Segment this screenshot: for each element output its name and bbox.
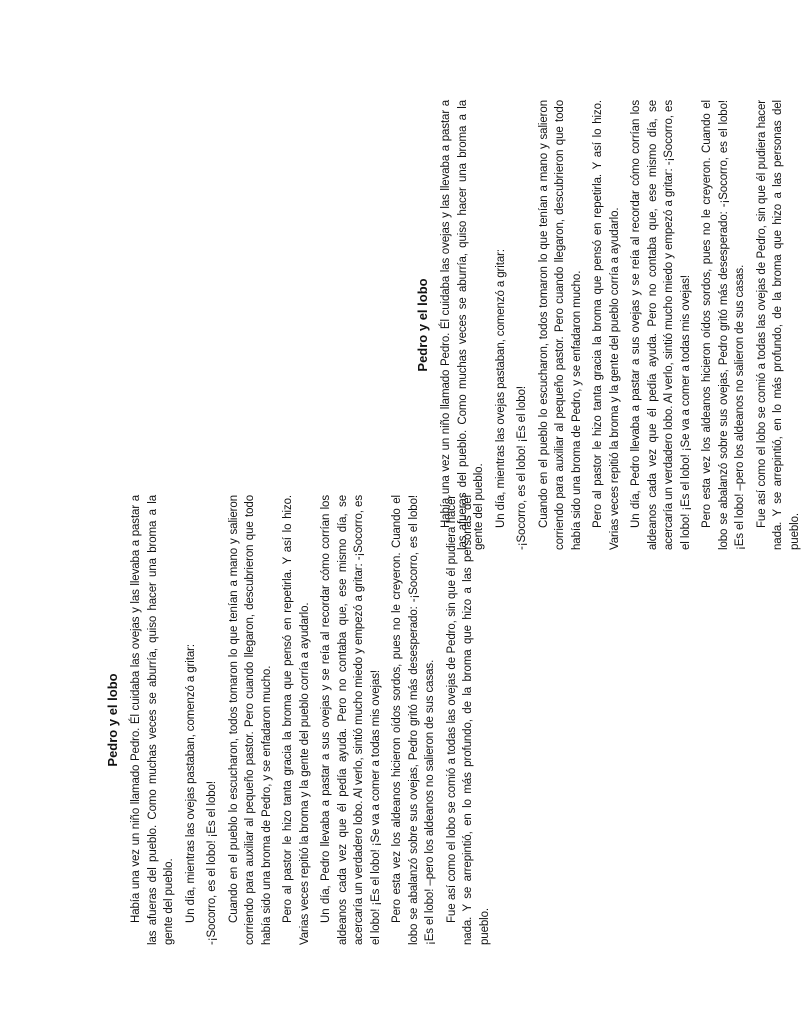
story-copy-right bbox=[415, 100, 801, 550]
story-paragraph-5: Pero al pastor le hizo tanta gracia la broma que pensó en repetirla. Y así lo hizo. Varias veces repitió la broma y la gente del pueblo corría a ayudarlo. bbox=[282, 495, 311, 945]
story-copy-right-wrap bbox=[415, 100, 801, 550]
story-paragraph-5: Pero al pastor le hizo tanta gracia la broma que pensó en repetirla. Y así lo hizo. Varias veces repitió la broma y la gente del pueblo corría a ayudarlo. bbox=[592, 100, 621, 550]
story-title: Pedro y el lobo bbox=[105, 673, 120, 767]
story-paragraph-3: -¡Socorro, es el lobo! ¡Es el lobo! bbox=[206, 781, 218, 945]
story-paragraph-1: Había una vez un niño llamado Pedro. Él cuidaba las ovejas y las llevaba a pastar a las afueras del pueblo. Como muchas veces se aburría, quiso hacer una broma a la gente del pueblo. bbox=[440, 100, 485, 550]
story-paragraph-4: Cuando en el pueblo lo escucharon, todos tomaron lo que tenían a mano y salieron corriendo para auxiliar al pequeño pastor. Pero cuando llegaron, descubrieron que todo había sido una broma de Pedro, y se enfadaron mucho. bbox=[227, 495, 273, 945]
story-paragraph-7: Pero esta vez los aldeanos hicieron oídos sordos, pues no le creyeron. Cuando el lobo se abalanzó sobre sus ovejas, Pedro gritó más desesperado: -¡Socorro, es el lobo! ¡Es el lobo! –pero los aldeanos no salieron de sus casas. bbox=[391, 495, 436, 945]
story-paragraph-2: Un día, mientras las ovejas pastaban, comenzó a gritar: bbox=[494, 249, 507, 528]
story-paragraph-8: Fue así como el lobo se comió a todas las ovejas de Pedro, sin que él pudiera hacer nada. Y se arrepintió, en lo más profundo, de la broma que hizo a las personas del pueblo. bbox=[445, 495, 491, 945]
story-paragraph-4: Cuando en el pueblo lo escucharon, todos tomaron lo que tenían a mano y salieron corriendo para auxiliar al pequeño pastor. Pero cuando llegaron, descubrieron que todo había sido una broma de Pedro, y se enfadaron mucho. bbox=[537, 100, 583, 550]
story-paragraph-2: Un día, mientras las ovejas pastaban, comenzó a gritar: bbox=[184, 644, 197, 923]
story-paragraph-8: Fue así como el lobo se comió a todas las ovejas de Pedro, sin que él pudiera hacer nada. Y se arrepintió, en lo más profundo, de la broma que hizo a las personas del pueblo. bbox=[755, 100, 801, 550]
story-copy-left-wrap bbox=[105, 495, 491, 945]
story-copy-left bbox=[105, 495, 491, 945]
story-paragraph-7: Pero esta vez los aldeanos hicieron oídos sordos, pues no le creyeron. Cuando el lobo se abalanzó sobre sus ovejas, Pedro gritó más desesperado: -¡Socorro, es el lobo! ¡Es el lobo! –pero los aldeanos no salieron de sus casas. bbox=[701, 100, 746, 550]
story-paragraph-6: Un día, Pedro llevaba a pastar a sus ovejas y se reía al recordar cómo corrían los aldeanos cada vez que él pedía ayuda. Pero no contaba que, ese mismo día, se acercaría un verdadero lobo. Al verlo, sintió mucho miedo y empezó a gritar: -¡Socorro, es el lobo! ¡Es el lobo! ¡Se va a comer a todas mis ovejas! bbox=[630, 100, 692, 550]
story-paragraph-3: -¡Socorro, es el lobo! ¡Es el lobo! bbox=[516, 386, 528, 550]
story-paragraph-1: Había una vez un niño llamado Pedro. Él cuidaba las ovejas y las llevaba a pastar a las afueras del pueblo. Como muchas veces se aburría, quiso hacer una broma a la gente del pueblo. bbox=[130, 495, 175, 945]
story-title: Pedro y el lobo bbox=[415, 278, 430, 372]
story-paragraph-6: Un día, Pedro llevaba a pastar a sus ovejas y se reía al recordar cómo corrían los aldeanos cada vez que él pedía ayuda. Pero no contaba que, ese mismo día, se acercaría un verdadero lobo. Al verlo, sintió mucho miedo y empezó a gritar: -¡Socorro, es el lobo! ¡Es el lobo! ¡Se va a comer a todas mis ovejas! bbox=[320, 495, 382, 945]
